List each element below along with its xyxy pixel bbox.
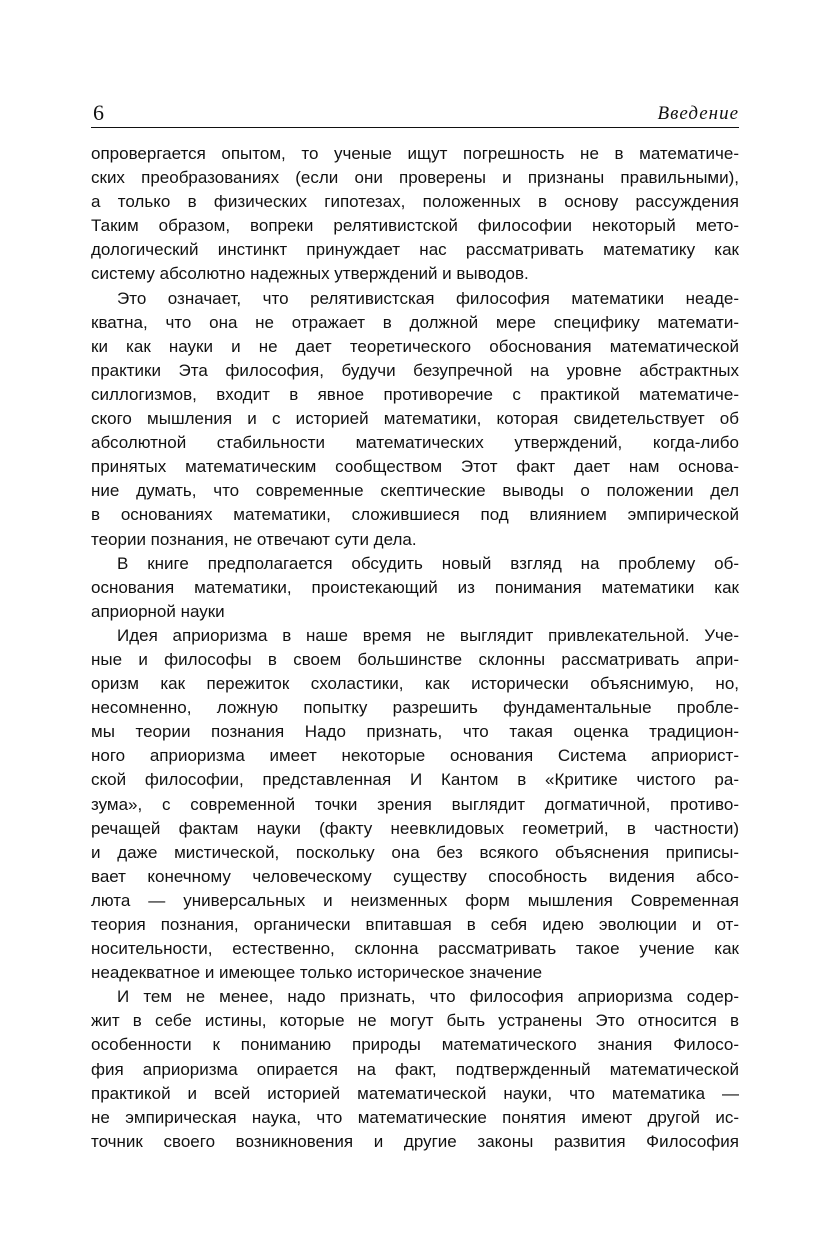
paragraph — [91, 624, 739, 985]
text-line: силлогизмов, входит в явное противоречие с практикой математиче- — [91, 384, 739, 404]
text-line: априорной науки — [91, 601, 225, 621]
text-line: кватна, что она не отражает в должной мере специфику математи- — [91, 312, 739, 332]
running-header — [91, 100, 739, 126]
paragraph — [91, 287, 739, 552]
text-line: дологический инстинкт принуждает нас рассматривать математику как — [91, 240, 739, 260]
text-line: опровергается опытом, то ученые ищут погрешность не в математиче- — [91, 144, 739, 163]
text-line: а только в физических гипотезах, положенных в основу рассуждения — [91, 192, 739, 212]
text-line: основания математики, проистекающий из понимания математики как — [91, 577, 739, 597]
text-line: Идея априоризма в наше время не выглядит привлекательной. Уче- — [117, 625, 739, 645]
text-line: фия априоризма опирается на факт, подтвержденный математической — [91, 1059, 739, 1079]
text-line: речащей фактам науки (факту неевклидовых геометрий, в частности) — [91, 818, 739, 838]
text-line: практики Эта философия, будучи безупречной на уровне абстрактных — [91, 360, 739, 380]
text-line: неадекватное и имеющее только историческое значение — [91, 963, 543, 983]
text-line: В книге предполагается обсудить новый взгляд на проблему об- — [117, 553, 739, 573]
text-line: ской философии, представленная И Кантом в «Критике чистого ра- — [91, 770, 739, 790]
text-line: оризм как пережиток схоластики, как исторически объяснимую, но, — [91, 674, 739, 694]
paragraph — [91, 142, 739, 287]
page-number: 6 — [93, 100, 104, 125]
text-line: в основаниях математики, сложившиеся под влиянием эмпирической — [91, 505, 739, 525]
paragraph — [91, 552, 739, 624]
text-line: носительности, естественно, склонна рассматривать такое учение как — [91, 939, 739, 959]
text-line: ные и философы в своем большинстве склонны рассматривать апри- — [91, 649, 739, 669]
text-line: жит в себе истины, которые не могут быть устранены Это относится в — [91, 1011, 739, 1031]
text-line: ние думать, что современные скептические выводы о положении дел — [91, 481, 739, 501]
text-line: вает конечному человеческому существу способность видения абсо- — [91, 866, 739, 886]
paragraph — [91, 985, 739, 1154]
running-title: Введение — [657, 103, 739, 124]
text-line: ских преобразованиях (если они проверены и признаны правильными), — [91, 168, 739, 188]
text-line: И тем не менее, надо признать, что философия априоризма содер- — [117, 987, 739, 1007]
text-line: Это означает, что релятивистская философия математики неаде- — [117, 288, 739, 308]
text-line: принятых математическим сообществом Этот факт дает нам основа- — [91, 457, 739, 477]
body-text — [91, 142, 739, 1154]
text-line: люта — универсальных и неизменных форм мышления Современная — [91, 890, 739, 910]
text-line: ского мышления и с историей математики, которая свидетельствует об — [91, 409, 739, 429]
text-line: несомненно, ложную попытку разрешить фундаментальные пробле- — [91, 698, 739, 718]
text-line: абсолютной стабильности математических утверждений, когда-либо — [91, 433, 739, 453]
text-line: особенности к пониманию природы математического знания Филосо- — [91, 1035, 739, 1055]
text-line: теории познания, не отвечают сути дела. — [91, 529, 417, 549]
text-line: не эмпирическая наука, что математические понятия имеют другой ис- — [91, 1107, 739, 1127]
text-line: и даже мистической, поскольку она без всякого объяснения приписы- — [91, 842, 739, 862]
text-line: мы теории познания Надо признать, что такая оценка традицион- — [91, 722, 739, 742]
text-line: ки как науки и не дает теоретического обоснования математической — [91, 336, 739, 356]
text-line: точник своего возникновения и другие законы развития Философия — [91, 1131, 739, 1151]
header-rule — [91, 127, 739, 128]
text-line: систему абсолютно надежных утверждений и выводов. — [91, 264, 529, 284]
text-line: практикой и всей историей математической науки, что математика — — [91, 1083, 739, 1103]
text-line: теория познания, органически впитавшая в себя идею эволюции и от- — [91, 915, 739, 934]
text-line: зума», с современной точки зрения выглядит догматичной, противо- — [91, 794, 739, 814]
text-line: Таким образом, вопреки релятивистской философии некоторый мето- — [91, 216, 739, 236]
text-line: ного априоризма имеет некоторые основания Система априорист- — [91, 746, 739, 766]
